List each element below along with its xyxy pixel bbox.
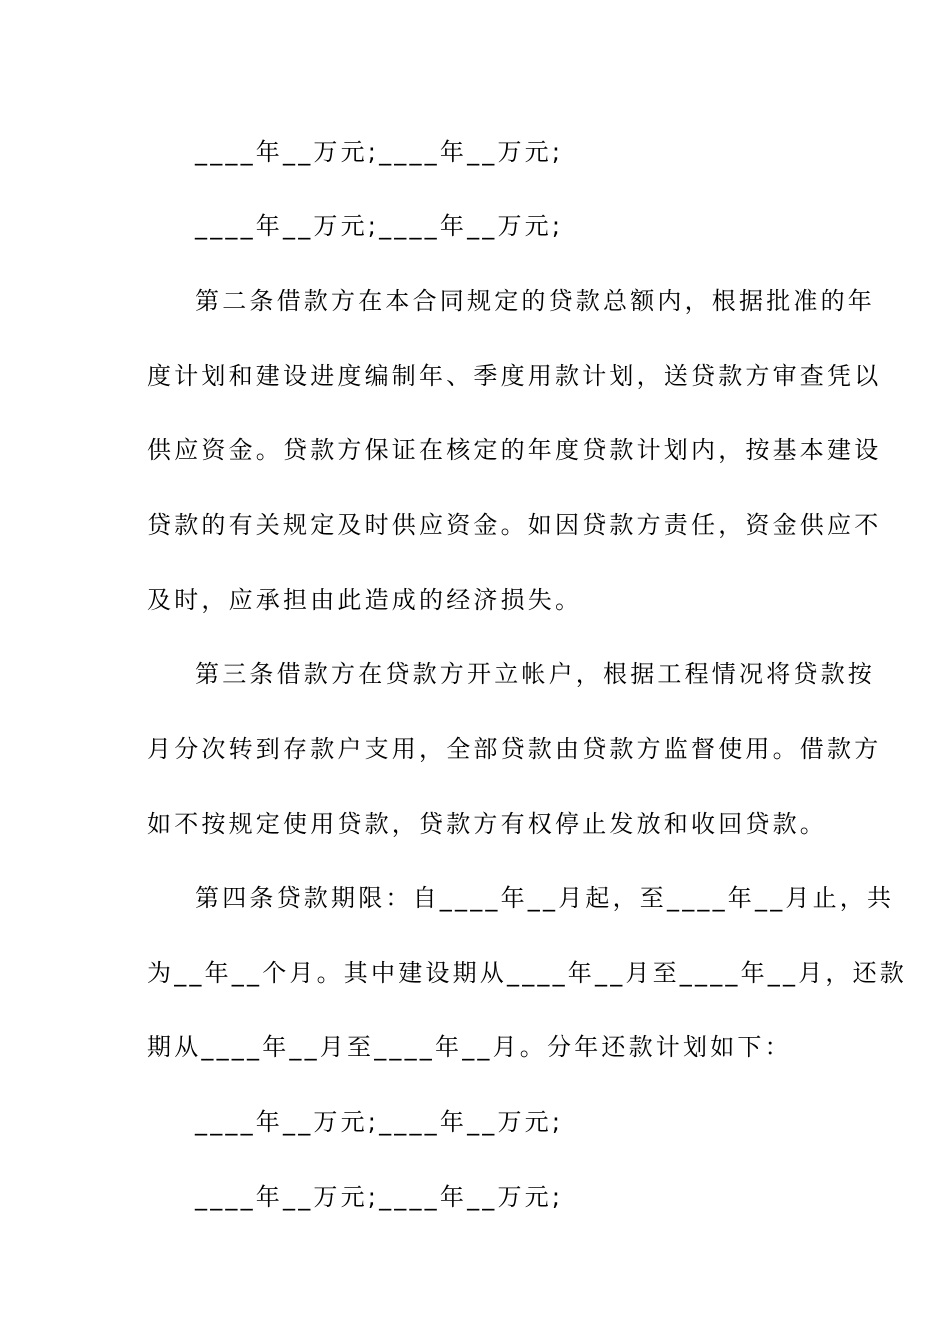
repayment-plan-line-4: ____年__万元;____年__万元; <box>195 1183 564 1211</box>
article-2-line-3: 供应资金。贷款方保证在核定的年度贷款计划内，按基本建设 <box>147 436 882 464</box>
article-2-line-5: 及时，应承担由此造成的经济损失。 <box>147 586 583 614</box>
article-3-line-3: 如不按规定使用贷款，贷款方有权停止发放和收回贷款。 <box>147 810 827 838</box>
article-3-line-2: 月分次转到存款户支用，全部贷款由贷款方监督使用。借款方 <box>147 735 882 763</box>
repayment-plan-line-1: ____年__万元;____年__万元; <box>195 138 564 166</box>
repayment-plan-line-3: ____年__万元;____年__万元; <box>195 1108 564 1136</box>
article-3-line-1: 第三条借款方在贷款方开立帐户，根据工程情况将贷款按 <box>195 660 875 688</box>
article-2-line-1: 第二条借款方在本合同规定的贷款总额内，根据批准的年 <box>195 287 875 315</box>
article-4-line-1: 第四条贷款期限：自____年__月起，至____年__月止，共 <box>195 884 895 912</box>
article-2-line-2: 度计划和建设进度编制年、季度用款计划，送贷款方审查凭以 <box>147 362 882 390</box>
repayment-plan-line-2: ____年__万元;____年__万元; <box>195 212 564 240</box>
article-2-line-4: 贷款的有关规定及时供应资金。如因贷款方责任，资金供应不 <box>147 511 882 539</box>
article-4-line-2: 为__年__个月。其中建设期从____年__月至____年__月，还款 <box>147 959 907 987</box>
article-4-line-3: 期从____年__月至____年__月。分年还款计划如下： <box>147 1033 792 1061</box>
